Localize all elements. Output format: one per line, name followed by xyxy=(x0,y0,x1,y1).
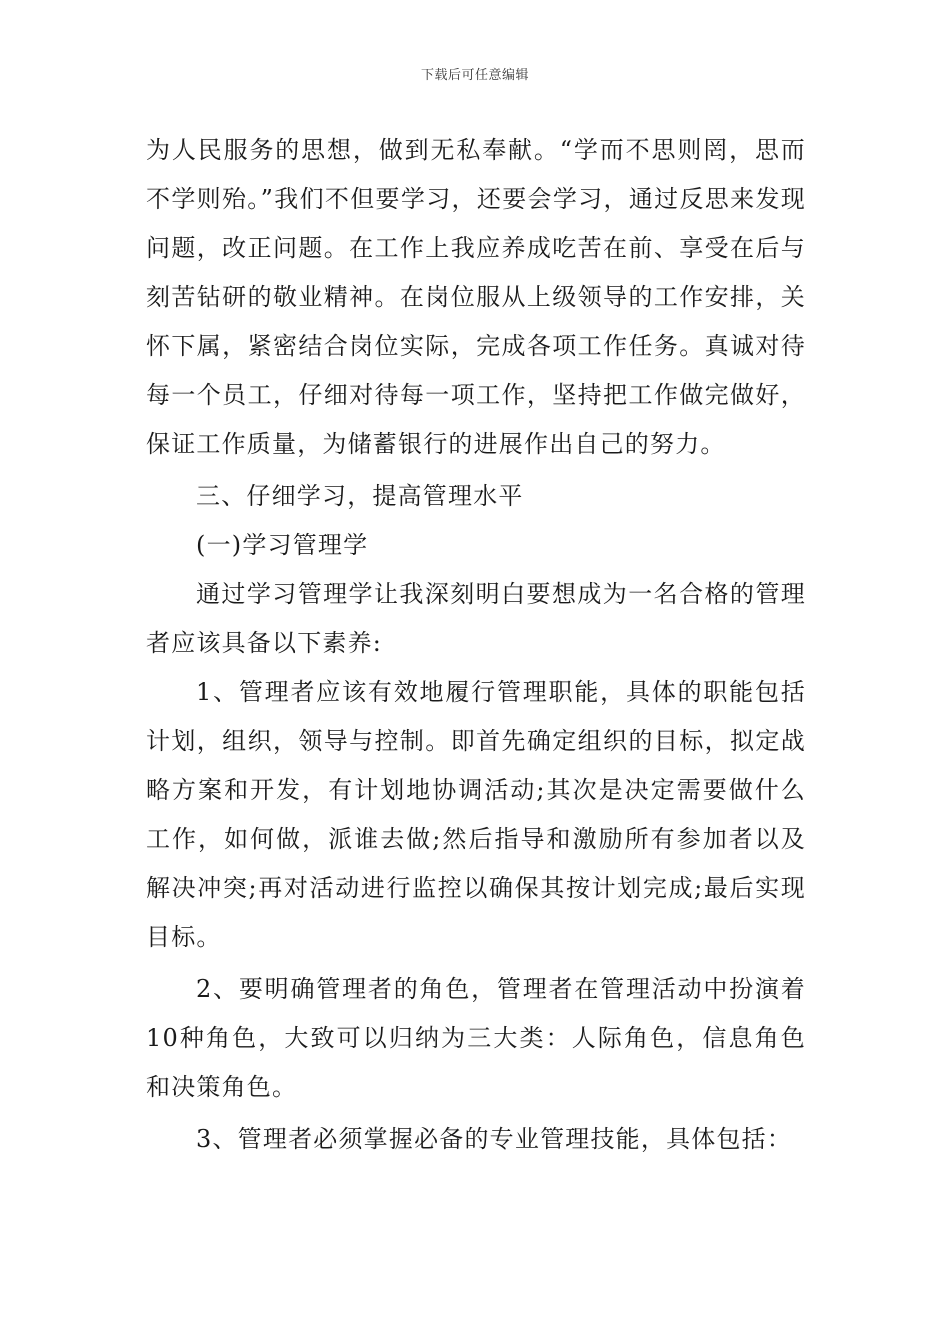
list-item-3: 3、管理者必须掌握必备的专业管理技能，具体包括： xyxy=(196,1125,793,1153)
list-item-1: 1、管理者应该有效地履行管理职能，具体的职能包括计划，组织，领导与控制。即首先确定组织的目标，拟定战略方案和开发，有计划地协调活动;其次是决定需要做什么工作，如何做，派谁去做;然后指导和激励所有参加者以及解决冲突;再对活动进行监控以确保其按计划完成;最后实现目标。 xyxy=(146,678,806,951)
document-body xyxy=(146,126,806,1164)
page-header: 下载后可任意编辑 xyxy=(420,68,529,83)
paragraph-intro: 通过学习管理学让我深刻明白要想成为一名合格的管理者应该具备以下素养: xyxy=(146,580,806,657)
paragraph-continuation: 为人民服务的思想，做到无私奉献。“学而不思则罔，思而不学则殆。”我们不但要学习，还要会学习，通过反思来发现问题，改正问题。在工作上我应养成吃苦在前、享受在后与刻苦钻研的敬业精神。在岗位服从上级领导的工作安排，关怀下属，紧密结合岗位实际，完成各项工作任务。真诚对待每一个员工，仔细对待每一项工作，坚持把工作做完做好，保证工作质量，为储蓄银行的进展作出自己的努力。 xyxy=(146,136,806,458)
subsection-heading: (一)学习管理学 xyxy=(196,531,369,559)
section-heading: 三、仔细学习，提高管理水平 xyxy=(196,482,524,510)
list-item-2: 2、要明确管理者的角色，管理者在管理活动中扮演着10种角色，大致可以归纳为三大类：人际角色，信息角色和决策角色。 xyxy=(146,975,806,1101)
